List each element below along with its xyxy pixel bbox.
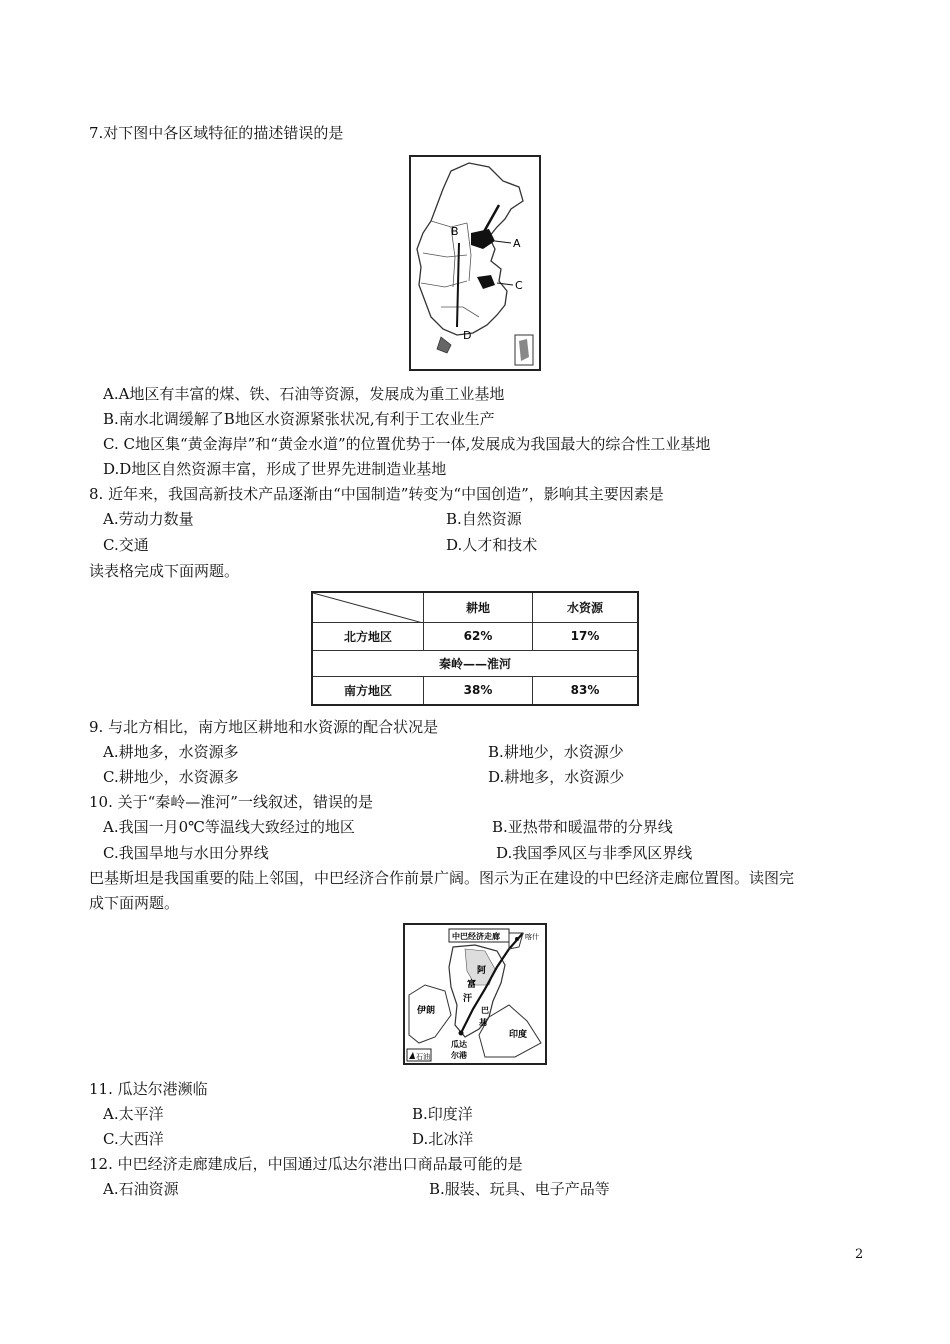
q12-stem: 12. 中巴经济走廊建成后，中国通过瓜达尔港出口商品最可能的是 [89, 1155, 523, 1173]
q11-option-c: C.大西洋 [103, 1130, 164, 1148]
map-label-a: A [513, 237, 521, 250]
q8-option-d: D.人才和技术 [446, 536, 538, 554]
q10-stem: 10. 关于“秦岭—淮河”一线叙述，错误的是 [89, 793, 373, 811]
map-label-b: B [451, 225, 459, 238]
intro2-line2: 成下面两题。 [89, 894, 180, 912]
map2-legend: 石油 [416, 1053, 430, 1061]
land-water-table [311, 591, 639, 706]
page-number: 2 [855, 1247, 864, 1262]
q11-option-d: D.北冰洋 [412, 1130, 474, 1148]
q9-option-b: B.耕地少，水资源少 [488, 743, 624, 761]
map2-india: 印度 [509, 1030, 528, 1040]
header-water: 水资源 [533, 592, 639, 622]
q8-stem: 8. 近年来，我国高新技术产品逐渐由“中国制造”转变为“中国创造”，影响其主要因素是 [89, 485, 664, 503]
south-label: 南方地区 [312, 676, 424, 705]
q7-stem: 7.对下图中各区域特征的描述错误的是 [89, 124, 344, 142]
divider-label: 秦岭——淮河 [312, 650, 638, 676]
corridor-map-figure [403, 923, 547, 1065]
q8-option-c: C.交通 [103, 536, 149, 554]
map2-iran: 伊朗 [417, 1006, 436, 1016]
intro2-line1: 巴基斯坦是我国重要的陆上邻国，中巴经济合作前景广阔。图示为正在建设的中巴经济走廊位置图。读图完 [89, 869, 795, 887]
corner-diagonal [313, 593, 423, 623]
china-map-svg [411, 157, 539, 369]
map2-kashgar: 喀什 [525, 933, 539, 941]
q9-option-a: A.耕地多，水资源多 [103, 743, 239, 761]
map2-afghan-1: 阿 [477, 966, 487, 976]
q8-option-b: B.自然资源 [446, 510, 522, 528]
south-water: 83% [533, 676, 639, 705]
north-farmland: 62% [424, 622, 533, 650]
q10-option-c: C.我国旱地与水田分界线 [103, 844, 269, 862]
header-farmland: 耕地 [424, 592, 533, 622]
q9-stem: 9. 与北方相比，南方地区耕地和水资源的配合状况是 [89, 718, 439, 736]
q11-option-a: A.太平洋 [103, 1105, 164, 1123]
q12-option-b: B.服装、玩具、电子产品等 [429, 1180, 610, 1198]
q8-option-a: A.劳动力数量 [103, 510, 194, 528]
q7-option-a: A.A地区有丰富的煤、铁、石油等资源，发展成为重工业基地 [103, 385, 505, 403]
q9-option-c: C.耕地少，水资源多 [103, 768, 239, 786]
q7-option-b: B.南水北调缓解了B地区水资源紧张状况,有利于工农业生产 [103, 410, 495, 428]
map2-title: 中巴经济走廊 [452, 932, 500, 941]
corridor-map-svg [405, 925, 545, 1063]
china-map-figure [409, 155, 541, 371]
south-farmland: 38% [424, 676, 533, 705]
q10-option-d: D.我国季风区与非季风区界线 [496, 844, 693, 862]
map2-gwadar-1: 瓜达 [451, 1040, 467, 1049]
q11-option-b: B.印度洋 [412, 1105, 473, 1123]
q7-option-c: C. C地区集“黄金海岸”和“黄金水道”的位置优势于一体,发展成为我国最大的综合性工业基地 [103, 435, 711, 453]
map2-afghan-2: 富 [467, 980, 477, 990]
q10-option-b: B.亚热带和暖温带的分界线 [492, 818, 673, 836]
map-label-d: D [463, 329, 472, 342]
map2-pak-1: 巴 [481, 1006, 489, 1015]
map2-afghan-3: 汗 [463, 994, 473, 1004]
north-label: 北方地区 [312, 622, 424, 650]
q7-option-d: D.D地区自然资源丰富，形成了世界先进制造业基地 [103, 460, 447, 478]
q12-option-a: A.石油资源 [103, 1180, 179, 1198]
north-water: 17% [533, 622, 639, 650]
table-intro: 读表格完成下面两题。 [89, 562, 240, 580]
map2-gwadar-2: 尔港 [451, 1051, 467, 1060]
table-corner-cell [312, 592, 424, 622]
map-label-c: C [515, 279, 523, 292]
map2-pak-2: 基 [479, 1018, 487, 1027]
q9-option-d: D.耕地多，水资源少 [488, 768, 625, 786]
q11-stem: 11. 瓜达尔港濒临 [89, 1080, 208, 1098]
q10-option-a: A.我国一月0℃等温线大致经过的地区 [103, 818, 355, 836]
